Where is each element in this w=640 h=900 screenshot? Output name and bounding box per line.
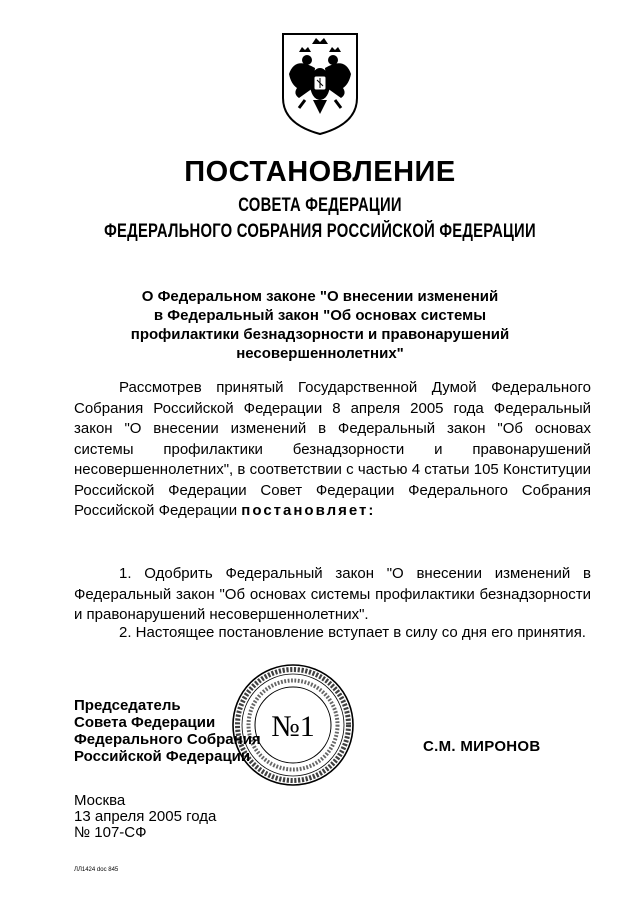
document-subject <box>100 287 540 363</box>
subject-line: в Федеральный закон "Об основах системы <box>153 307 487 324</box>
issuer-line-2: ФЕДЕРАЛЬНОГО СОБРАНИЯ РОССИЙСКОЙ ФЕДЕРАЦИИ <box>104 221 536 242</box>
file-reference: ЛЛ1424 doc 845 <box>74 867 119 873</box>
position-line: Совета Федерации <box>74 714 216 731</box>
signatory-name: С.М. МИРОНОВ <box>423 738 541 755</box>
coat-of-arms-emblem <box>275 28 365 136</box>
subject-line: профилактики безнадзорности и правонарушений <box>130 326 510 343</box>
position-line: Председатель <box>74 697 181 714</box>
resolution-item-2: 2. Настоящее постановление вступает в силу со дня его принятия. <box>119 624 586 641</box>
city: Москва <box>74 792 126 809</box>
document-number: № 107-СФ <box>74 824 147 841</box>
position-line: Российской Федерации <box>74 748 251 765</box>
preamble-paragraph <box>74 378 591 522</box>
resolution-item-1: 1. Одобрить Федеральный закон "О внесении изменений в Федеральный закон "Об основах системы профилактики безнадзорности и правонарушений несовершеннолетних". <box>74 565 591 623</box>
subject-line: О Федеральном законе "О внесении изменений <box>141 288 499 305</box>
signing-date: 13 апреля 2005 года <box>74 808 217 825</box>
decree-word: постановляет: <box>241 502 376 519</box>
subject-line: несовершеннолетних" <box>236 345 404 362</box>
document-title: ПОСТАНОВЛЕНИЕ <box>184 156 456 188</box>
seal-number: №1 <box>271 710 315 743</box>
position-line: Федерального Собрания <box>74 731 261 748</box>
place-and-date-block <box>74 793 216 841</box>
preamble-text: Рассмотрев принятый Государственной Думой Федерального Собрания Российской Федерации 8 апреля 2005 года Федеральный закон "О внесении изменений в Федеральный закон "Об основах системы профилактики безнадзорности и правонарушений несовершеннолетних", в соответствии с частью 4 статьи 105 Конституции Российской Федерации Совет Федерации Федерального Собрания Российской Федерации <box>74 379 591 519</box>
official-seal-stamp <box>228 660 358 790</box>
issuer-line-1: СОВЕТА ФЕДЕРАЦИИ <box>238 195 402 216</box>
